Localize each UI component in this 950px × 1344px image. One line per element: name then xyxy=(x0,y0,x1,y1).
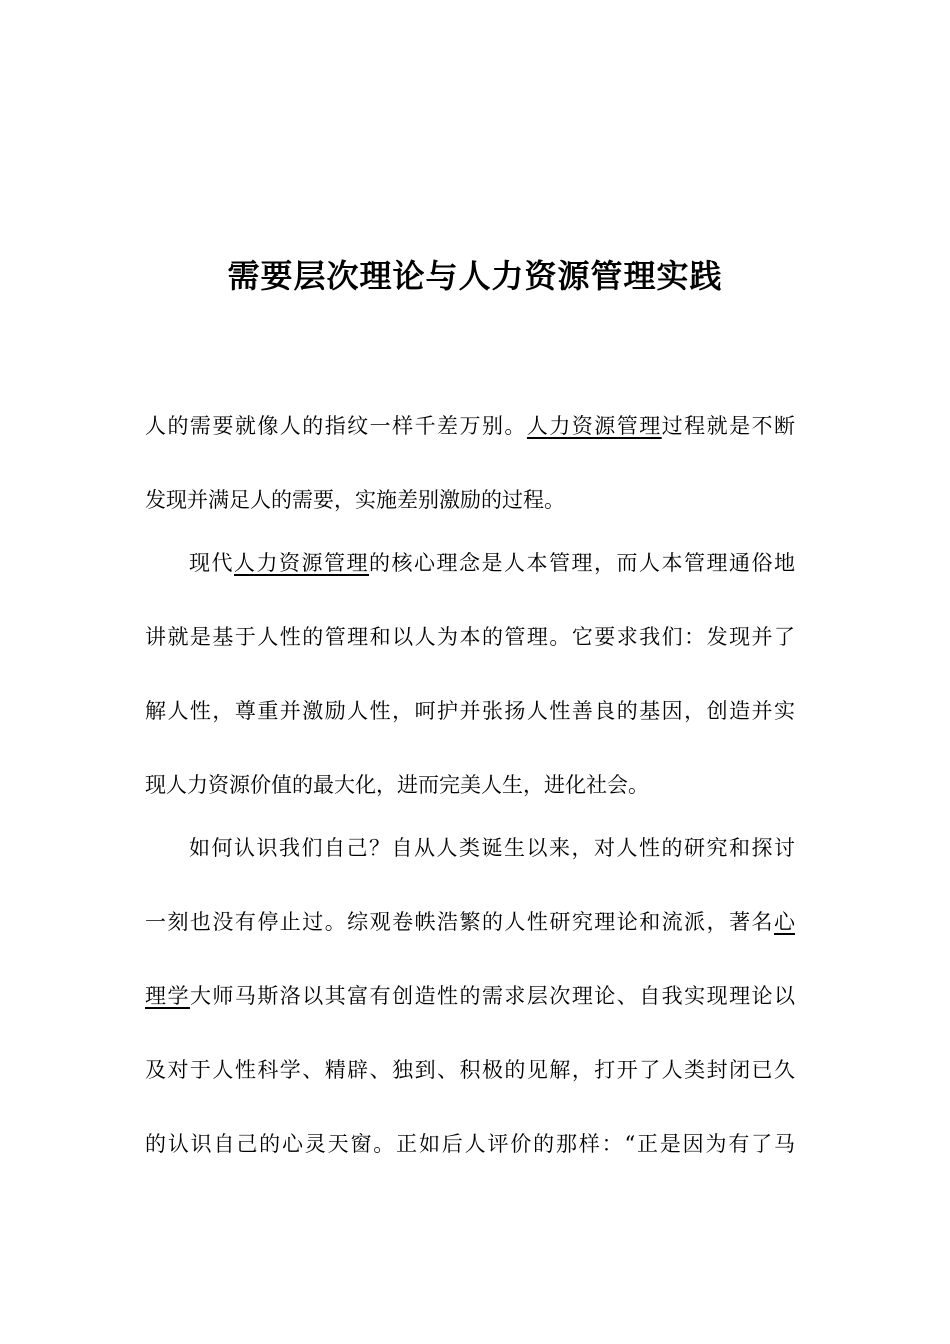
text-span: 大师马斯洛以其富有创造性的需求层次理论、自我实现理论以 xyxy=(189,984,796,1008)
text-span: 现代 xyxy=(189,551,234,575)
text-span: 及对于人性科学、精辟、独到、积极的见解，打开了人类封闭已久 xyxy=(145,1058,795,1082)
text-line xyxy=(145,978,795,1014)
document-title: 需要层次理论与人力资源管理实践 xyxy=(227,257,723,295)
text-line xyxy=(145,904,795,940)
hyperlink-hr-management[interactable]: 人力资源管理 xyxy=(234,551,369,575)
text-span: 解人性，尊重并激励人性，呵护并张扬人性善良的基因，创造并实 xyxy=(145,699,795,723)
text-line xyxy=(145,1052,795,1088)
hyperlink-psychology[interactable]: 心 xyxy=(774,910,795,934)
text-span: 过程就是不断 xyxy=(661,414,796,438)
text-span: 的核心理念是人本管理，而人本管理通俗地 xyxy=(369,551,795,575)
text-line xyxy=(145,1126,795,1162)
text-span: 人的需要就像人的指纹一样千差万别。 xyxy=(145,414,527,438)
text-span: 发现并满足人的需要，实施差别激励的过程。 xyxy=(145,488,565,512)
text-line xyxy=(189,830,795,866)
text-span: 的认识自己的心灵天窗。正如后人评价的那样：“正是因为有了马 xyxy=(145,1132,795,1156)
text-span: 如何认识我们自己？自从人类诞生以来，对人性的研究和探讨 xyxy=(189,836,795,860)
text-span: 讲就是基于人性的管理和以人为本的管理。它要求我们：发现并了 xyxy=(145,625,795,649)
text-span: 现人力资源价值的最大化，进而完美人生，进化社会。 xyxy=(145,773,649,797)
text-line xyxy=(145,693,795,729)
text-line xyxy=(145,408,795,444)
text-line xyxy=(145,482,795,518)
text-line xyxy=(189,545,795,581)
text-span: 一刻也没有停止过。综观卷帙浩繁的人性研究理论和流派，著名 xyxy=(145,910,774,934)
hyperlink-psychology[interactable]: 理学 xyxy=(145,984,190,1008)
hyperlink-hr-management[interactable]: 人力资源管理 xyxy=(526,414,662,438)
text-line xyxy=(145,767,795,803)
text-line xyxy=(145,619,795,655)
